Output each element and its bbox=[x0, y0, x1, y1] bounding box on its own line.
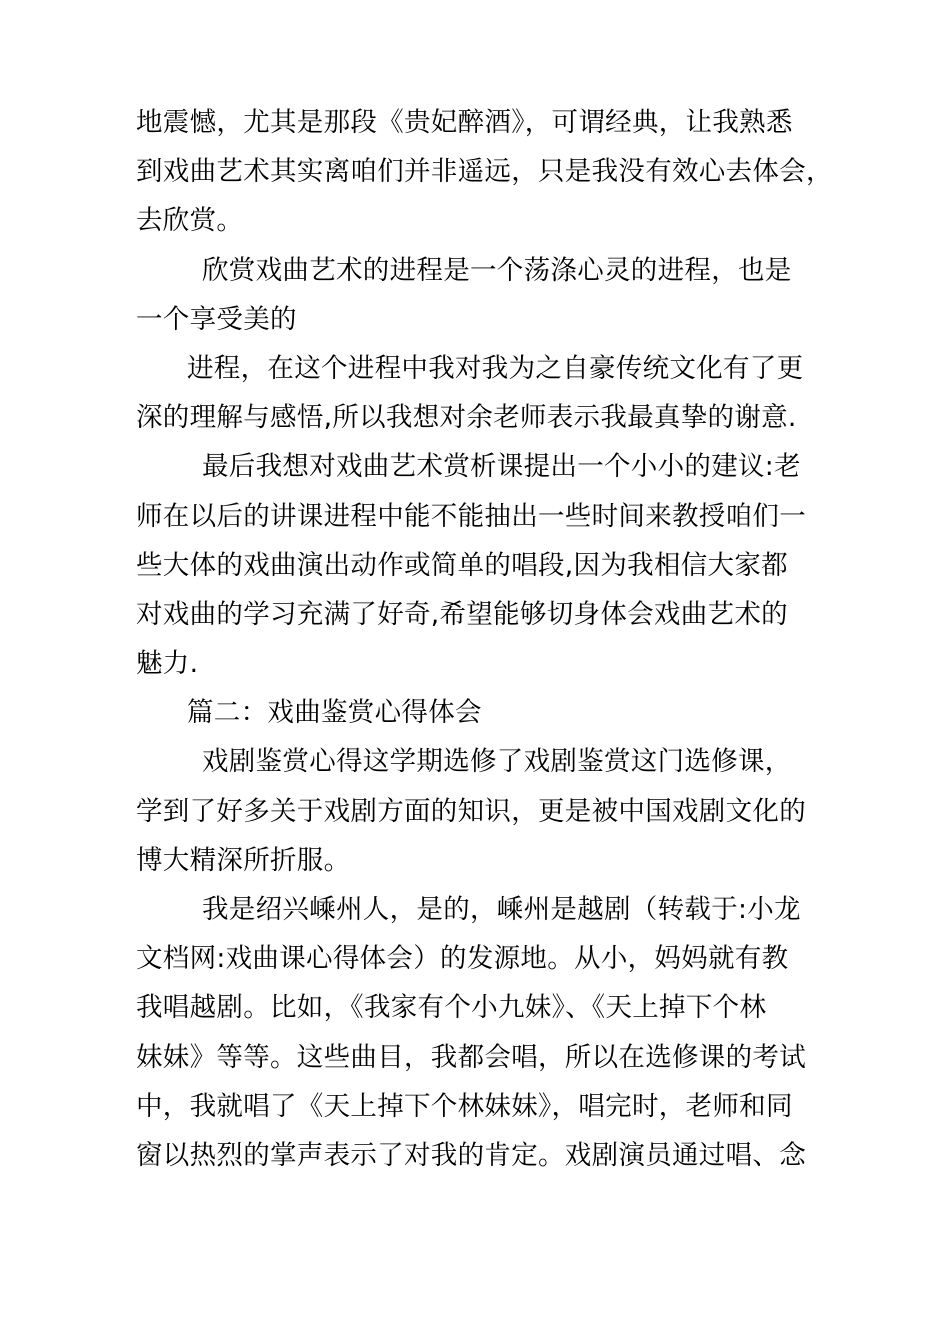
text-line: 到戏曲艺术其实离咱们并非遥远，只是我没有效心去体会， bbox=[136, 156, 833, 188]
paragraph-first-line: 欣赏戏曲艺术的进程是一个荡涤心灵的进程，也是 bbox=[202, 254, 792, 286]
text-line: 一个享受美的 bbox=[136, 303, 297, 335]
text-line: 妹妹》等等。这些曲目，我都会唱，所以在选修课的考试 bbox=[136, 1041, 806, 1073]
text-line: 学到了好多关于戏剧方面的知识，更是被中国戏剧文化的 bbox=[136, 795, 806, 827]
document-body bbox=[136, 98, 836, 1180]
text-line: 博大精深所折服。 bbox=[136, 844, 351, 876]
text-line: 深的理解与感悟,所以我想对余老师表示我最真挚的谢意. bbox=[136, 402, 797, 434]
text-line: 去欣赏。 bbox=[136, 205, 244, 237]
text-line: 文档网:戏曲课心得体会）的发源地。从小，妈妈就有教 bbox=[136, 943, 789, 975]
text-line: 我唱越剧。比如，《我家有个小九妹》、《天上掉下个林 bbox=[136, 992, 767, 1024]
text-line: 窗以热烈的掌声表示了对我的肯定。戏剧演员通过唱、念 bbox=[136, 1139, 806, 1171]
paragraph-first-line: 最后我想对戏曲艺术赏析课提出一个小小的建议:老 bbox=[202, 451, 801, 483]
text-line: 对戏曲的学习充满了好奇,希望能够切身体会戏曲艺术的 bbox=[136, 598, 788, 630]
text-line: 地震憾，尤其是那段《贵妃醉酒》，可谓经典，让我熟悉 bbox=[136, 107, 793, 138]
paragraph-first-line: 戏剧鉴赏心得这学期选修了戏剧鉴赏这门选修课， bbox=[202, 746, 792, 778]
section-heading: 篇二：戏曲鉴赏心得体会 bbox=[187, 697, 482, 729]
text-line: 师在以后的讲课进程中能不能抽出一些时间来教授咱们一 bbox=[136, 500, 806, 532]
text-line: 魅力. bbox=[136, 648, 199, 680]
paragraph-first-line: 进程，在这个进程中我对我为之自豪传统文化有了更 bbox=[187, 352, 804, 384]
text-line: 中，我就唱了《天上掉下个林妹妹》，唱完时，老师和同 bbox=[136, 1090, 793, 1122]
text-line: 些大体的戏曲演出动作或简单的唱段,因为我相信大家都 bbox=[136, 549, 788, 581]
paragraph-first-line: 我是绍兴嵊州人，是的，嵊州是越剧（转载于:小龙 bbox=[202, 894, 801, 925]
